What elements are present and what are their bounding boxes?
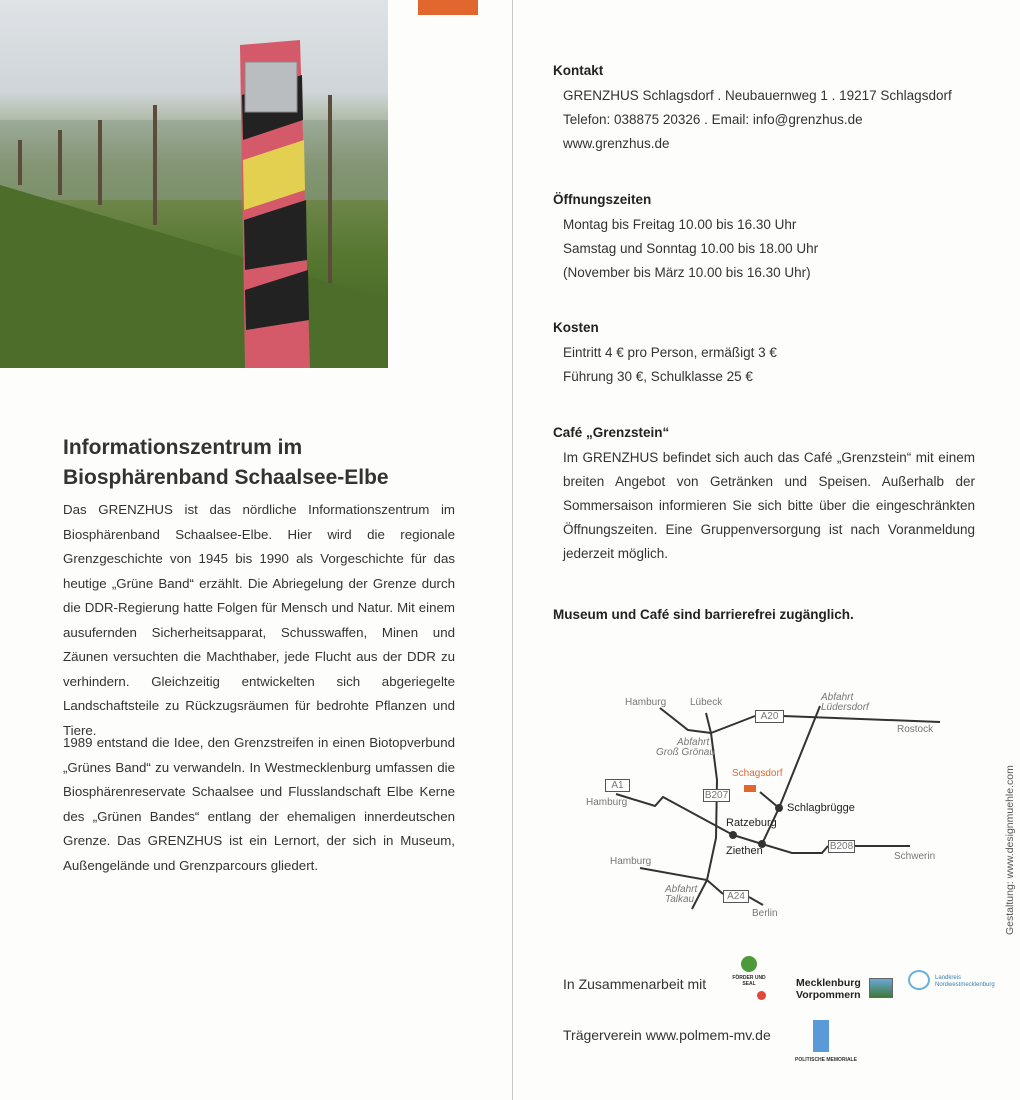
biosphere-logo-text: FÖRDER UND SEAL bbox=[732, 975, 766, 987]
map-label-abfahrt: Abfahrt bbox=[677, 737, 710, 748]
design-credit: Gestaltung: www.designmuehle.com bbox=[1004, 765, 1016, 935]
map-label-a20: A20 bbox=[755, 710, 784, 723]
hours-winter: (November bis März 10.00 bis 16.30 Uhr) bbox=[563, 265, 811, 280]
map-label-a1: A1 bbox=[605, 779, 630, 792]
contact-website[interactable]: www.grenzhus.de bbox=[563, 136, 670, 151]
traegerverein-link[interactable]: Trägerverein www.polmem-mv.de bbox=[563, 1027, 771, 1043]
memorial-logo-text: POLITISCHE MEMORIALE bbox=[795, 1057, 857, 1063]
map-label-luebeck: Lübeck bbox=[690, 697, 723, 708]
map-label-schlagbruegge: Schlagbrügge bbox=[787, 802, 855, 814]
road-a24-east bbox=[749, 897, 763, 905]
map-label-hamburg: Hamburg bbox=[625, 697, 667, 708]
cost-tour: Führung 30 €, Schulklasse 25 € bbox=[563, 369, 753, 384]
memorial-logo-icon bbox=[813, 1020, 829, 1052]
gruenes-band-paragraph: 1989 entstand die Idee, den Grenzstreifen in einen Biotopverbund „Grünes Band“ zu verwandeln. In Westmecklenburg umfassen die Biosphärenreservate Schaalsee und Flusslandschaft Elbe Kerne des „Grünen Bandes“ entlang der ehemaligen innerdeutschen Grenze. Das GRENZHUS ist ein Lernort, der sich in Museum, Außengelände und Grenzparcours gliedert. bbox=[63, 735, 455, 873]
map-label-b207: B207 bbox=[704, 790, 729, 801]
cost-entry: Eintritt 4 € pro Person, ermäßigt 3 € bbox=[563, 345, 777, 360]
map-label-schwerin: Schwerin bbox=[894, 851, 936, 862]
mv-logo bbox=[796, 977, 861, 1001]
map-label-schlagsdorf: Schagsdorf bbox=[732, 768, 783, 779]
map-label-gross-groenau: Groß Grönau bbox=[656, 747, 715, 758]
biosphere-logo bbox=[725, 956, 773, 1000]
contact-address: GRENZHUS Schlagsdorf . Neubauernweg 1 . 19217 Schlagsdorf bbox=[563, 88, 952, 103]
map-label-hamburg: Hamburg bbox=[610, 856, 652, 867]
map-label-a24: A24 bbox=[723, 890, 749, 903]
landkreis-line1: Landkreis bbox=[935, 975, 962, 981]
mv-logo-line2: Vorpommern bbox=[796, 989, 861, 1001]
dot-schlagbruegge bbox=[775, 804, 783, 812]
contact-heading: Kontakt bbox=[553, 63, 604, 78]
cafe-text: Im GRENZHUS befindet sich auch das Café „Grenzstein“ mit einem breiten Angebot von Getränken und Speisen. Außerhalb der Sommersaison informieren Sie sich bitte über die eingeschränkten Öffnungszeiten. Eine Gruppenversorgung ist nach Voranmeldung jederzeit möglich. bbox=[563, 450, 975, 561]
mv-flag-icon bbox=[869, 978, 893, 998]
landkreis-logo bbox=[935, 975, 995, 989]
map-label-hamburg: Hamburg bbox=[586, 797, 628, 808]
cafe-heading: Café „Grenzstein“ bbox=[553, 425, 670, 440]
map-label-ratzeburg: Ratzeburg bbox=[726, 817, 777, 829]
opening-hours-heading: Öffnungszeiten bbox=[553, 192, 652, 207]
mv-logo-line1: Mecklenburg bbox=[796, 977, 861, 989]
accessibility-note: Museum und Café sind barrierefrei zugänglich. bbox=[553, 607, 854, 622]
hours-weekdays: Montag bis Freitag 10.00 bis 16.30 Uhr bbox=[563, 217, 797, 232]
schlagsdorf-marker bbox=[744, 785, 756, 792]
map-label-berlin: Berlin bbox=[752, 908, 778, 919]
partners-label: In Zusammenarbeit mit bbox=[563, 976, 707, 992]
landkreis-line2: Nordwestmecklenburg bbox=[935, 982, 995, 988]
intro-paragraph: Das GRENZHUS ist das nördliche Informationszentrum im Biosphärenband Schaalsee-Elbe. Hier wird die regionale Grenzgeschichte von 1945 bis 1990 als Vorgeschichte für das heutige „Grüne Band“ erzählt. Die Abriegelung der Grenze durch die DDR-Regierung hatte Folgen für Mensch und Natur. Mit einem ausufernden Sicherheitsapparat, Schusswaffen, Minen und Zäunen versuchten die Machthaber, jede Flucht aus der DDR zu verhindern. Gleichzeitig entwickelten sich abgeriegelte Landschaftsteile zu Rückzugsräumen für bedrohte Pflanzen und Tiere. bbox=[63, 502, 455, 738]
costs-heading: Kosten bbox=[553, 320, 599, 335]
map-label-ziethen: Ziethen bbox=[726, 845, 763, 857]
map-label-rostock: Rostock bbox=[897, 724, 934, 735]
page-title: Informationszentrum im Biosphärenband Schaalsee-Elbe bbox=[63, 436, 389, 489]
dot-ratzeburg bbox=[729, 831, 737, 839]
road-a20-east bbox=[783, 716, 940, 722]
map-label-abfahrt: Abfahrt bbox=[821, 692, 854, 703]
map-label-luedersdorf: Lüdersdorf bbox=[821, 702, 869, 713]
leaf-icon bbox=[741, 956, 757, 972]
map-label-talkau: Talkau bbox=[665, 894, 695, 905]
contact-phone-email[interactable]: Telefon: 038875 20326 . Email: info@grenzhus.de bbox=[563, 112, 863, 127]
landkreis-icon bbox=[908, 970, 930, 990]
map-label-b208: B208 bbox=[829, 841, 854, 852]
hours-weekend: Samstag und Sonntag 10.00 bis 18.00 Uhr bbox=[563, 241, 819, 256]
map-label-abfahrt: Abfahrt bbox=[665, 884, 698, 895]
